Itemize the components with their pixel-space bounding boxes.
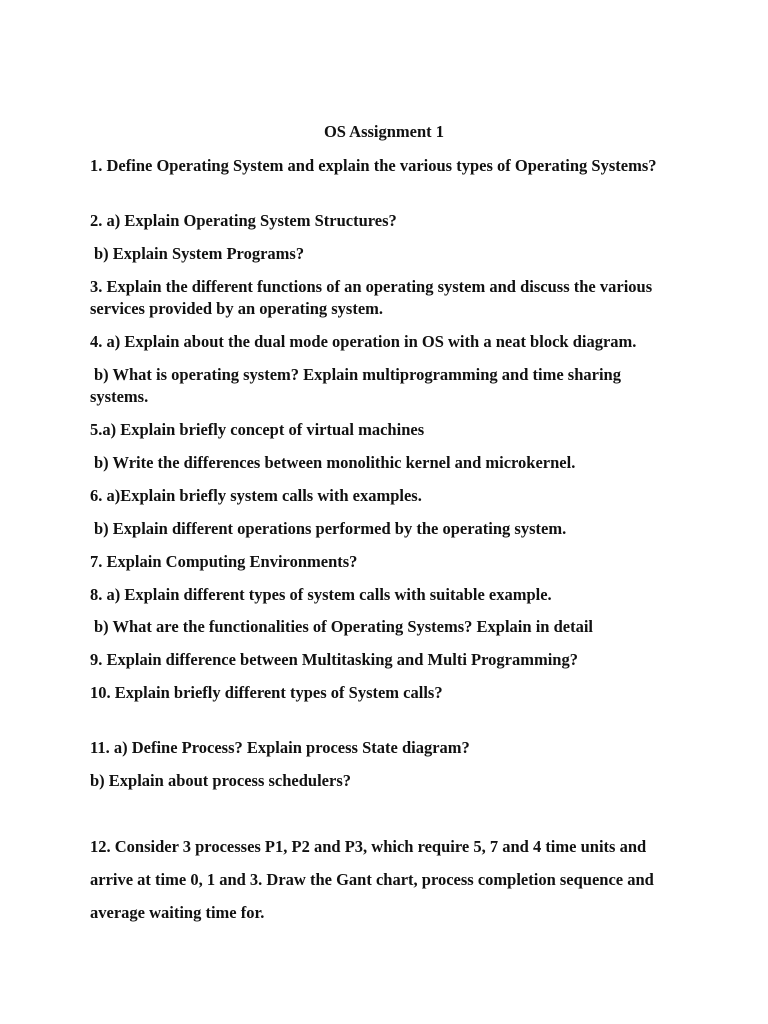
question-3: 3. Explain the different functions of an operating system and discuss the various services provided by an operating system. xyxy=(90,277,653,318)
question-2b: b) Explain System Programs? xyxy=(94,244,305,263)
question-1: 1. Define Operating System and explain the various types of Operating Systems? xyxy=(90,156,657,175)
question-7: 7. Explain Computing Environments? xyxy=(90,552,358,571)
question-11b: b) Explain about process schedulers? xyxy=(90,771,351,790)
question-8a: 8. a) Explain different types of system calls with suitable example. xyxy=(90,585,552,604)
question-6a: 6. a)Explain briefly system calls with examples. xyxy=(90,486,422,505)
question-11a: 11. a) Define Process? Explain process State diagram? xyxy=(90,738,470,757)
question-10: 10. Explain briefly different types of System calls? xyxy=(90,683,443,702)
question-12: 12. Consider 3 processes P1, P2 and P3, which require 5, 7 and 4 time units and arrive at time 0, 1 and 3. Draw the Gant chart, process completion sequence and average waiting time for. xyxy=(90,837,654,922)
question-5a: 5.a) Explain briefly concept of virtual machines xyxy=(90,420,425,439)
question-9: 9. Explain difference between Multitasking and Multi Programming? xyxy=(90,650,578,669)
question-8b: b) What are the functionalities of Operating Systems? Explain in detail xyxy=(94,617,593,636)
question-5b: b) Write the differences between monolithic kernel and microkernel. xyxy=(94,453,576,472)
question-6b: b) Explain different operations performed by the operating system. xyxy=(94,519,567,538)
question-2a: 2. a) Explain Operating System Structures? xyxy=(90,211,397,230)
document-title: OS Assignment 1 xyxy=(323,122,445,141)
question-4b: b) What is operating system? Explain multiprogramming and time sharing systems. xyxy=(90,365,621,406)
question-4a: 4. a) Explain about the dual mode operation in OS with a neat block diagram. xyxy=(90,332,637,351)
